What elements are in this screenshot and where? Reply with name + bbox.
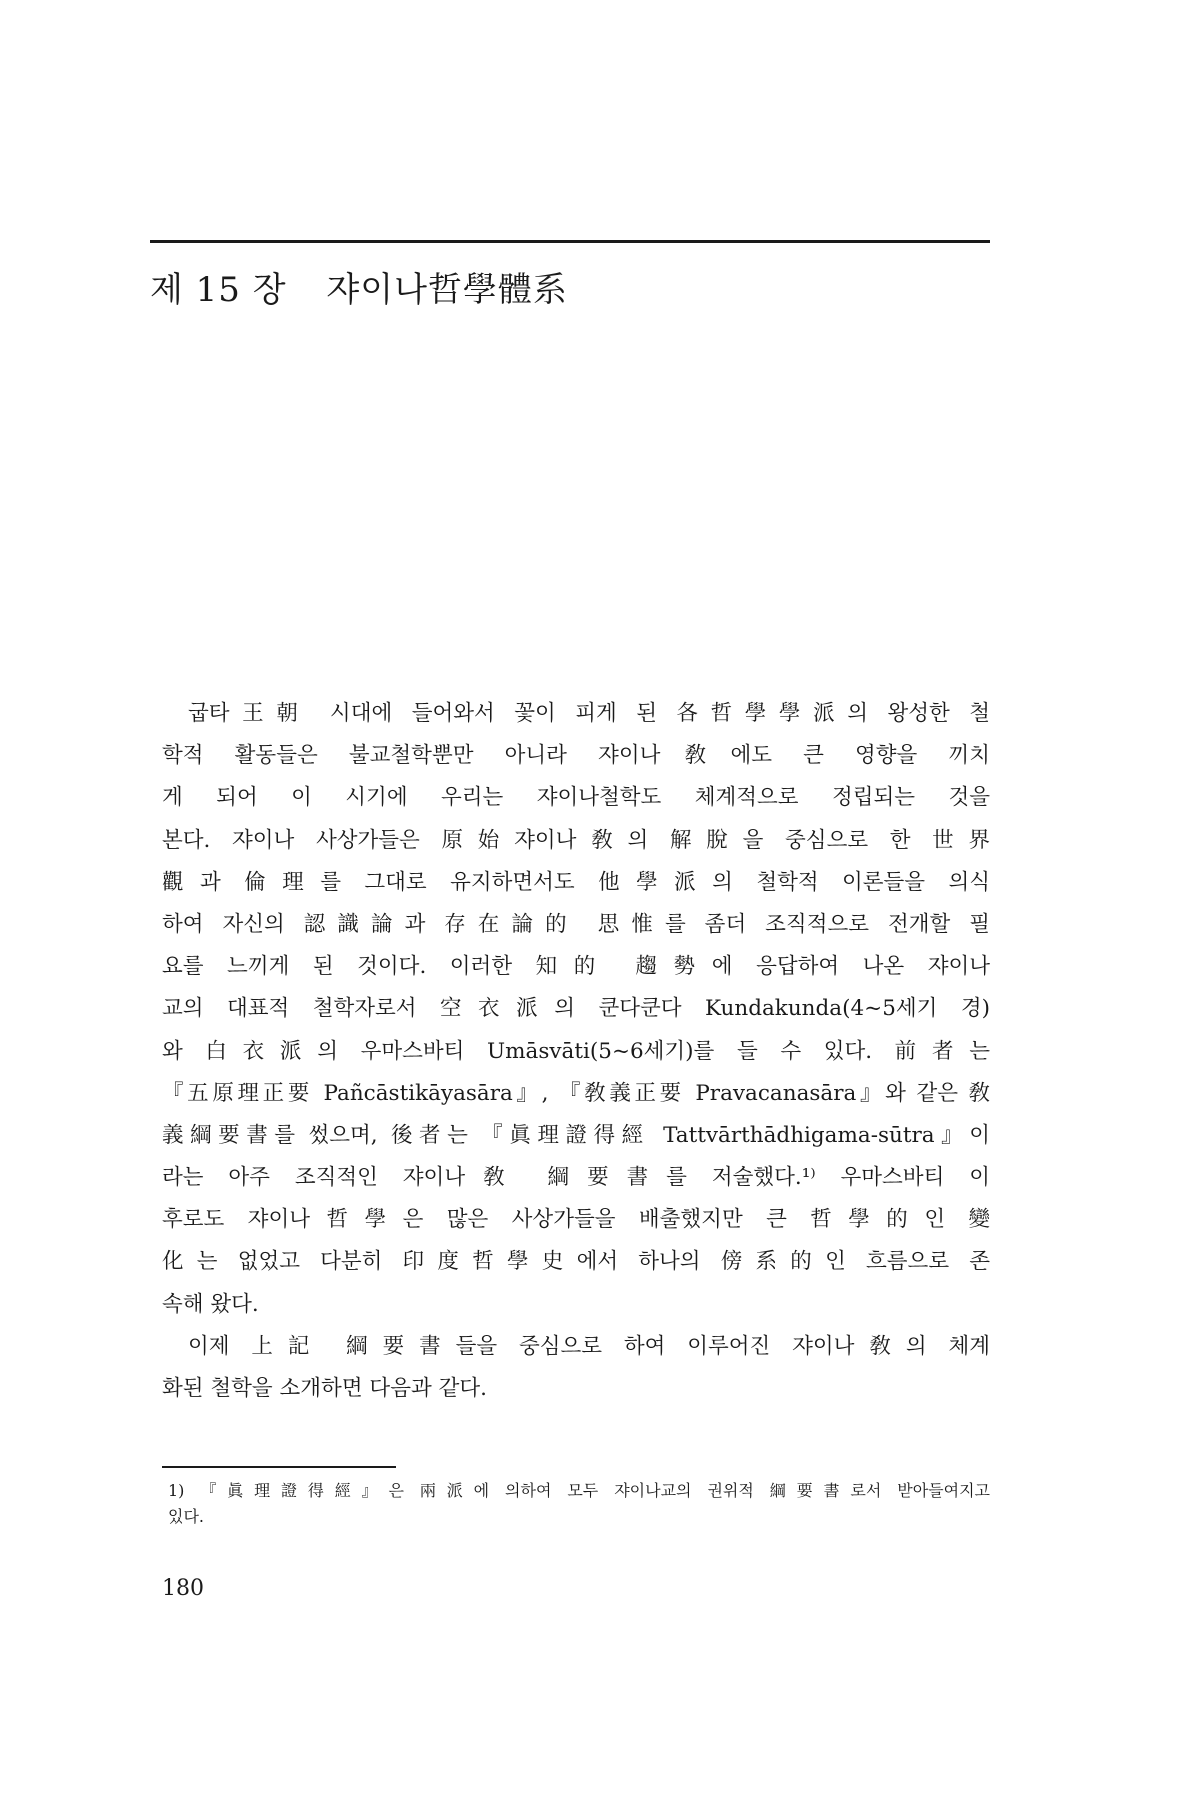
body-text — [162, 693, 990, 1410]
body-line: 속해 왔다. — [162, 1291, 259, 1317]
chapter-title: 쟈이나哲學體系 — [326, 270, 568, 310]
footnote-line: 1) 『眞理證得經』은 兩派에 의하여 모두 쟈이나교의 권위적 綱要書로서 받아들여지고 — [168, 1481, 990, 1500]
body-line: 하여 자신의 認識論과 存在論的 思惟를 좀더 조직적으로 전개할 필 — [162, 911, 990, 937]
body-line: 와 白衣派의 우마스바티 Umāsvāti(5~6세기)를 들 수 있다. 前者는 — [162, 1038, 990, 1064]
chapter-number: 제 15 장 — [150, 270, 287, 310]
page-number: 180 — [162, 1576, 204, 1601]
body-line: 요를 느끼게 된 것이다. 이러한 知的 趨勢에 응답하여 나온 쟈이나 — [162, 954, 990, 980]
body-line: 이제 上記 綱要書들을 중심으로 하여 이루어진 쟈이나敎의 체계 — [188, 1333, 990, 1359]
body-line: 후로도 쟈이나哲學은 많은 사상가들을 배출했지만 큰 哲學的인 變 — [162, 1207, 990, 1233]
chapter-top-rule — [150, 240, 990, 243]
body-line: 화된 철학을 소개하면 다음과 같다. — [162, 1376, 487, 1401]
body-line: 본다. 쟈이나 사상가들은 原始쟈이나敎의 解脫을 중심으로 한 世界 — [162, 827, 990, 853]
body-line: 化는 없었고 다분히 印度哲學史에서 하나의 傍系的인 흐름으로 존 — [162, 1249, 990, 1275]
footnote — [168, 1478, 990, 1530]
footnote-rule — [162, 1466, 396, 1468]
body-line: 라는 아주 조직적인 쟈이나敎 綱要書를 저술했다.¹⁾ 우마스바티 이 — [162, 1165, 990, 1191]
body-line: 교의 대표적 철학자로서 空衣派의 쿤다쿤다 Kundakunda(4~5세기 경) — [162, 996, 990, 1022]
body-line: 굽타王朝 시대에 들어와서 꽃이 피게 된 各哲學學派의 왕성한 철 — [188, 701, 990, 726]
body-line: 『五原理正要 Pañcāstikāyasāra』, 『敎義正要 Pravacanasāra』와 같은 敎 — [162, 1080, 990, 1106]
body-line: 義綱要書를 썼으며, 後者는 『眞理證得經 Tattvārthādhigama-sūtra』이 — [162, 1122, 990, 1148]
body-line: 觀과 倫理를 그대로 유지하면서도 他學派의 철학적 이론들을 의식 — [162, 869, 990, 895]
footnote-line: 있다. — [168, 1507, 204, 1526]
body-line: 게 되어 이 시기에 우리는 쟈이나철학도 체계적으로 정립되는 것을 — [162, 785, 990, 811]
chapter-heading — [150, 262, 568, 311]
body-line: 학적 활동들은 불교철학뿐만 아니라 쟈이나敎에도 큰 영향을 끼치 — [162, 743, 990, 769]
